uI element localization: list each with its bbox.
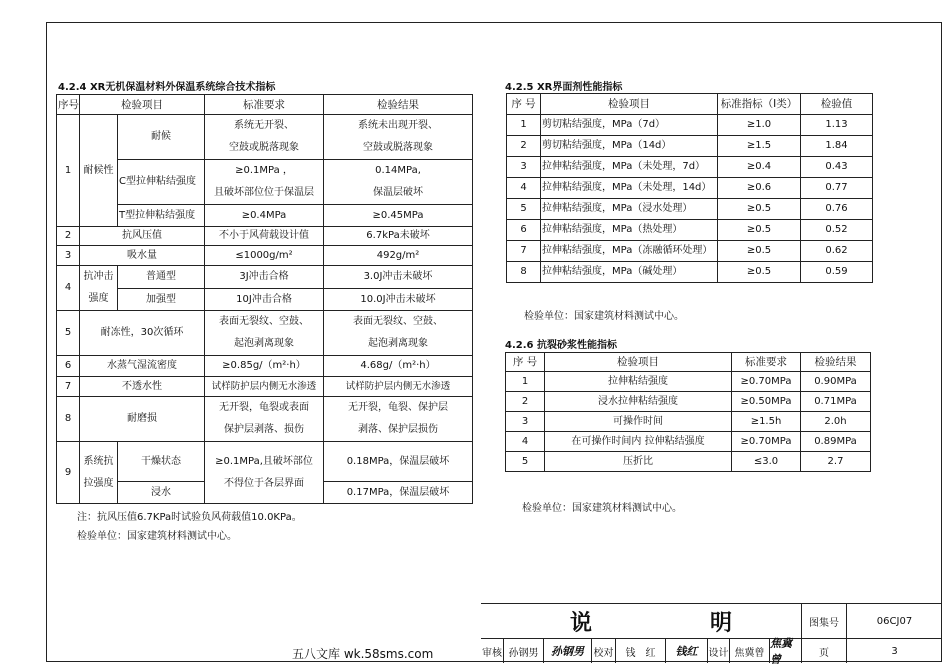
table-426 <box>505 352 871 472</box>
row-item: 耐冻性，30次循环 <box>80 311 205 356</box>
row-result: 表面无裂纹、空鼓、 起泡剥离现象 <box>324 311 473 356</box>
table-row <box>507 136 873 157</box>
table-424-inspector: 检验单位：国家建筑材料测试中心。 <box>77 531 237 542</box>
designer-name: 焦冀曾 <box>729 639 769 663</box>
row-no: 4 <box>57 266 80 311</box>
table-row <box>507 115 873 136</box>
row-result: 0.52 <box>801 220 873 241</box>
row-result: 6.7kPa未破坏 <box>324 227 473 246</box>
table-row <box>507 262 873 283</box>
row-std: ≥0.4 <box>718 157 801 178</box>
row-std: ≥0.70MPa <box>732 432 801 452</box>
table-row <box>57 442 473 482</box>
row-no: 9 <box>57 442 80 504</box>
row-std: ≥0.5 <box>718 220 801 241</box>
table-row <box>506 372 871 392</box>
table-row <box>506 432 871 452</box>
row-item: 拉伸粘结强度，MPa（浸水处理） <box>541 199 718 220</box>
row-no: 4 <box>507 178 541 199</box>
row-std: ≥1.5 <box>718 136 801 157</box>
page-number: 3 <box>846 639 942 663</box>
watermark-text: 五八文库 wk.58sms.com <box>292 647 434 661</box>
row-std: ≥0.5 <box>718 262 801 283</box>
row-no: 2 <box>507 136 541 157</box>
table-row <box>57 397 473 442</box>
table-row <box>57 95 473 115</box>
table-row <box>506 392 871 412</box>
table-row <box>506 353 871 372</box>
row-std: 表面无裂纹、空鼓、 起泡剥离现象 <box>205 311 324 356</box>
row-no: 3 <box>506 412 545 432</box>
table-row <box>507 241 873 262</box>
page-label: 页 <box>801 639 846 663</box>
row-std: ≤1000g/m² <box>205 246 324 266</box>
row-no: 8 <box>57 397 80 442</box>
row-item: 压折比 <box>545 452 732 472</box>
row-no: 6 <box>57 356 80 377</box>
col-header: 检验结果 <box>324 95 473 115</box>
row-result: 0.43 <box>801 157 873 178</box>
row-no: 3 <box>57 246 80 266</box>
row-item: 浸水 <box>118 482 205 504</box>
row-no: 5 <box>507 199 541 220</box>
table-row <box>507 178 873 199</box>
table-row <box>507 220 873 241</box>
row-no: 1 <box>507 115 541 136</box>
table-row <box>57 377 473 397</box>
review-label: 审核 <box>482 647 502 659</box>
table-row <box>57 115 473 160</box>
row-group: 耐候性 <box>80 115 118 227</box>
col-header: 检验结果 <box>801 353 871 372</box>
table-row <box>506 452 871 472</box>
row-item: 干燥状态 <box>118 442 205 482</box>
row-group: 系统抗 拉强度 <box>80 442 118 504</box>
row-result: 4.68g/（m²·h） <box>324 356 473 377</box>
row-result: 492g/m² <box>324 246 473 266</box>
atlas-label: 图集号 <box>801 604 846 639</box>
row-result: 0.90MPa <box>801 372 871 392</box>
row-result: 0.89MPa <box>801 432 871 452</box>
title-block-bottom <box>481 637 942 666</box>
col-header: 标准要求 <box>205 95 324 115</box>
row-no: 7 <box>507 241 541 262</box>
row-std: ≥0.5 <box>718 241 801 262</box>
row-item: 浸水拉伸粘结强度 <box>545 392 732 412</box>
table-424 <box>56 94 473 504</box>
row-no: 7 <box>57 377 80 397</box>
row-std: 10J冲击合格 <box>205 289 324 311</box>
row-item: 拉伸粘结强度，MPa（冻融循环处理） <box>541 241 718 262</box>
table-row <box>57 289 473 311</box>
check-label: 校对 <box>591 639 615 663</box>
row-no: 4 <box>506 432 545 452</box>
col-header: 检验值 <box>801 94 873 115</box>
row-no: 6 <box>507 220 541 241</box>
row-result: 0.17MPa，保温层破坏 <box>324 482 473 504</box>
row-item: 剪切粘结强度，MPa（7d） <box>541 115 718 136</box>
col-header: 序 号 <box>507 94 541 115</box>
checker-name: 钱 红 <box>615 639 665 663</box>
table-row <box>57 160 473 205</box>
reviewer-signature: 孙钢男 <box>543 639 591 663</box>
row-item: 水蒸气湿流密度 <box>80 356 205 377</box>
row-no: 1 <box>57 115 80 227</box>
table-425 <box>506 93 873 283</box>
row-item: 普通型 <box>118 266 205 289</box>
row-result: 0.18MPa，保温层破坏 <box>324 442 473 482</box>
row-std: ≥0.85g/（m²·h） <box>205 356 324 377</box>
row-result: 0.77 <box>801 178 873 199</box>
row-item: 吸水量 <box>80 246 205 266</box>
row-item: 剪切粘结强度，MPa（14d） <box>541 136 718 157</box>
title-block-top <box>481 603 942 639</box>
row-result: 系统未出现开裂、 空鼓或脱落现象 <box>324 115 473 160</box>
row-item: 耐候 <box>118 115 205 160</box>
table-426-inspector: 检验单位：国家建筑材料测试中心。 <box>522 503 682 514</box>
row-item: 拉伸粘结强度，MPa（热处理） <box>541 220 718 241</box>
row-item: C型拉伸粘结强度 <box>118 160 205 205</box>
drawing-title-2: 明 <box>709 611 732 636</box>
table-425-inspector: 检验单位：国家建筑材料测试中心。 <box>524 311 684 322</box>
row-std: 无开裂，龟裂或表面 保护层剥落、损伤 <box>205 397 324 442</box>
row-std: ≥1.5h <box>732 412 801 432</box>
row-std: ≥0.5 <box>718 199 801 220</box>
row-no: 5 <box>506 452 545 472</box>
row-result: 0.62 <box>801 241 873 262</box>
row-item: 拉伸粘结强度，MPa（碱处理） <box>541 262 718 283</box>
table-424-title: 4.2.4 XR无机保温材料外保温系统综合技术指标 <box>58 82 276 93</box>
row-result: ≥0.45MPa <box>324 205 473 227</box>
row-std: ≤3.0 <box>732 452 801 472</box>
reviewer-name: 孙钢男 <box>503 639 543 663</box>
col-header: 标准指标（I类） <box>718 94 801 115</box>
row-result: 无开裂，龟裂、保护层 剥落、保护层损伤 <box>324 397 473 442</box>
row-std: ≥0.6 <box>718 178 801 199</box>
row-result: 1.84 <box>801 136 873 157</box>
col-header: 检验项目 <box>541 94 718 115</box>
row-item: 加强型 <box>118 289 205 311</box>
row-std: ≥0.1MPa ， 且破坏部位位于保温层 <box>205 160 324 205</box>
designer-signature: 焦冀曾 <box>769 639 801 663</box>
table-row <box>57 227 473 246</box>
row-item: 在可操作时间内 拉伸粘结强度 <box>545 432 732 452</box>
row-no: 5 <box>57 311 80 356</box>
row-std: 系统无开裂、 空鼓或脱落现象 <box>205 115 324 160</box>
row-group: 抗冲击 强度 <box>80 266 118 311</box>
table-425-title: 4.2.5 XR界面剂性能指标 <box>505 82 623 93</box>
row-std: ≥0.70MPa <box>732 372 801 392</box>
row-item: 拉伸粘结强度 <box>545 372 732 392</box>
row-no: 3 <box>507 157 541 178</box>
row-no: 2 <box>57 227 80 246</box>
row-item: 拉伸粘结强度，MPa（未处理，14d） <box>541 178 718 199</box>
row-result: 0.76 <box>801 199 873 220</box>
row-std: 3J冲击合格 <box>205 266 324 289</box>
atlas-number: 06CJ07 <box>846 604 942 639</box>
row-std: 不小于风荷载设计值 <box>205 227 324 246</box>
row-std: ≥0.1MPa,且破坏部位 不得位于各层界面 <box>205 442 324 504</box>
row-item: 耐磨损 <box>80 397 205 442</box>
row-item: 可操作时间 <box>545 412 732 432</box>
row-result: 2.7 <box>801 452 871 472</box>
row-std: ≥0.4MPa <box>205 205 324 227</box>
row-result: 2.0h <box>801 412 871 432</box>
table-row <box>57 266 473 289</box>
col-header: 序 号 <box>506 353 545 372</box>
row-no: 8 <box>507 262 541 283</box>
row-result: 试样防护层内侧无水渗透 <box>324 377 473 397</box>
col-header: 标准要求 <box>732 353 801 372</box>
checker-signature: 钱红 <box>665 639 707 663</box>
row-result: 0.59 <box>801 262 873 283</box>
col-header: 检验项目 <box>80 95 205 115</box>
row-std: 试样防护层内侧无水渗透 <box>205 377 324 397</box>
table-row <box>506 412 871 432</box>
table-row <box>507 94 873 115</box>
table-424-note: 注：抗风压值6.7KPa时试验负风荷载值10.0KPa。 <box>77 512 302 523</box>
table-row <box>507 199 873 220</box>
col-header: 检验项目 <box>545 353 732 372</box>
row-item: 不透水性 <box>80 377 205 397</box>
table-row <box>57 205 473 227</box>
row-item: 拉伸粘结强度，MPa（未处理，7d） <box>541 157 718 178</box>
table-row <box>507 157 873 178</box>
design-label: 设计 <box>707 639 729 663</box>
row-result: 0.71MPa <box>801 392 871 412</box>
row-result: 3.0J冲击未破坏 <box>324 266 473 289</box>
col-header: 序号 <box>57 95 80 115</box>
table-row <box>57 246 473 266</box>
table-row <box>57 356 473 377</box>
row-std: ≥0.50MPa <box>732 392 801 412</box>
row-item: T型拉伸粘结强度 <box>118 205 205 227</box>
row-result: 0.14MPa, 保温层破坏 <box>324 160 473 205</box>
row-result: 10.0J冲击未破坏 <box>324 289 473 311</box>
row-no: 2 <box>506 392 545 412</box>
table-426-title: 4.2.6 抗裂砂浆性能指标 <box>505 340 617 351</box>
row-std: ≥1.0 <box>718 115 801 136</box>
row-no: 1 <box>506 372 545 392</box>
table-row <box>57 311 473 356</box>
row-result: 1.13 <box>801 115 873 136</box>
row-item: 抗风压值 <box>80 227 205 246</box>
drawing-title-1: 说 <box>569 611 592 636</box>
